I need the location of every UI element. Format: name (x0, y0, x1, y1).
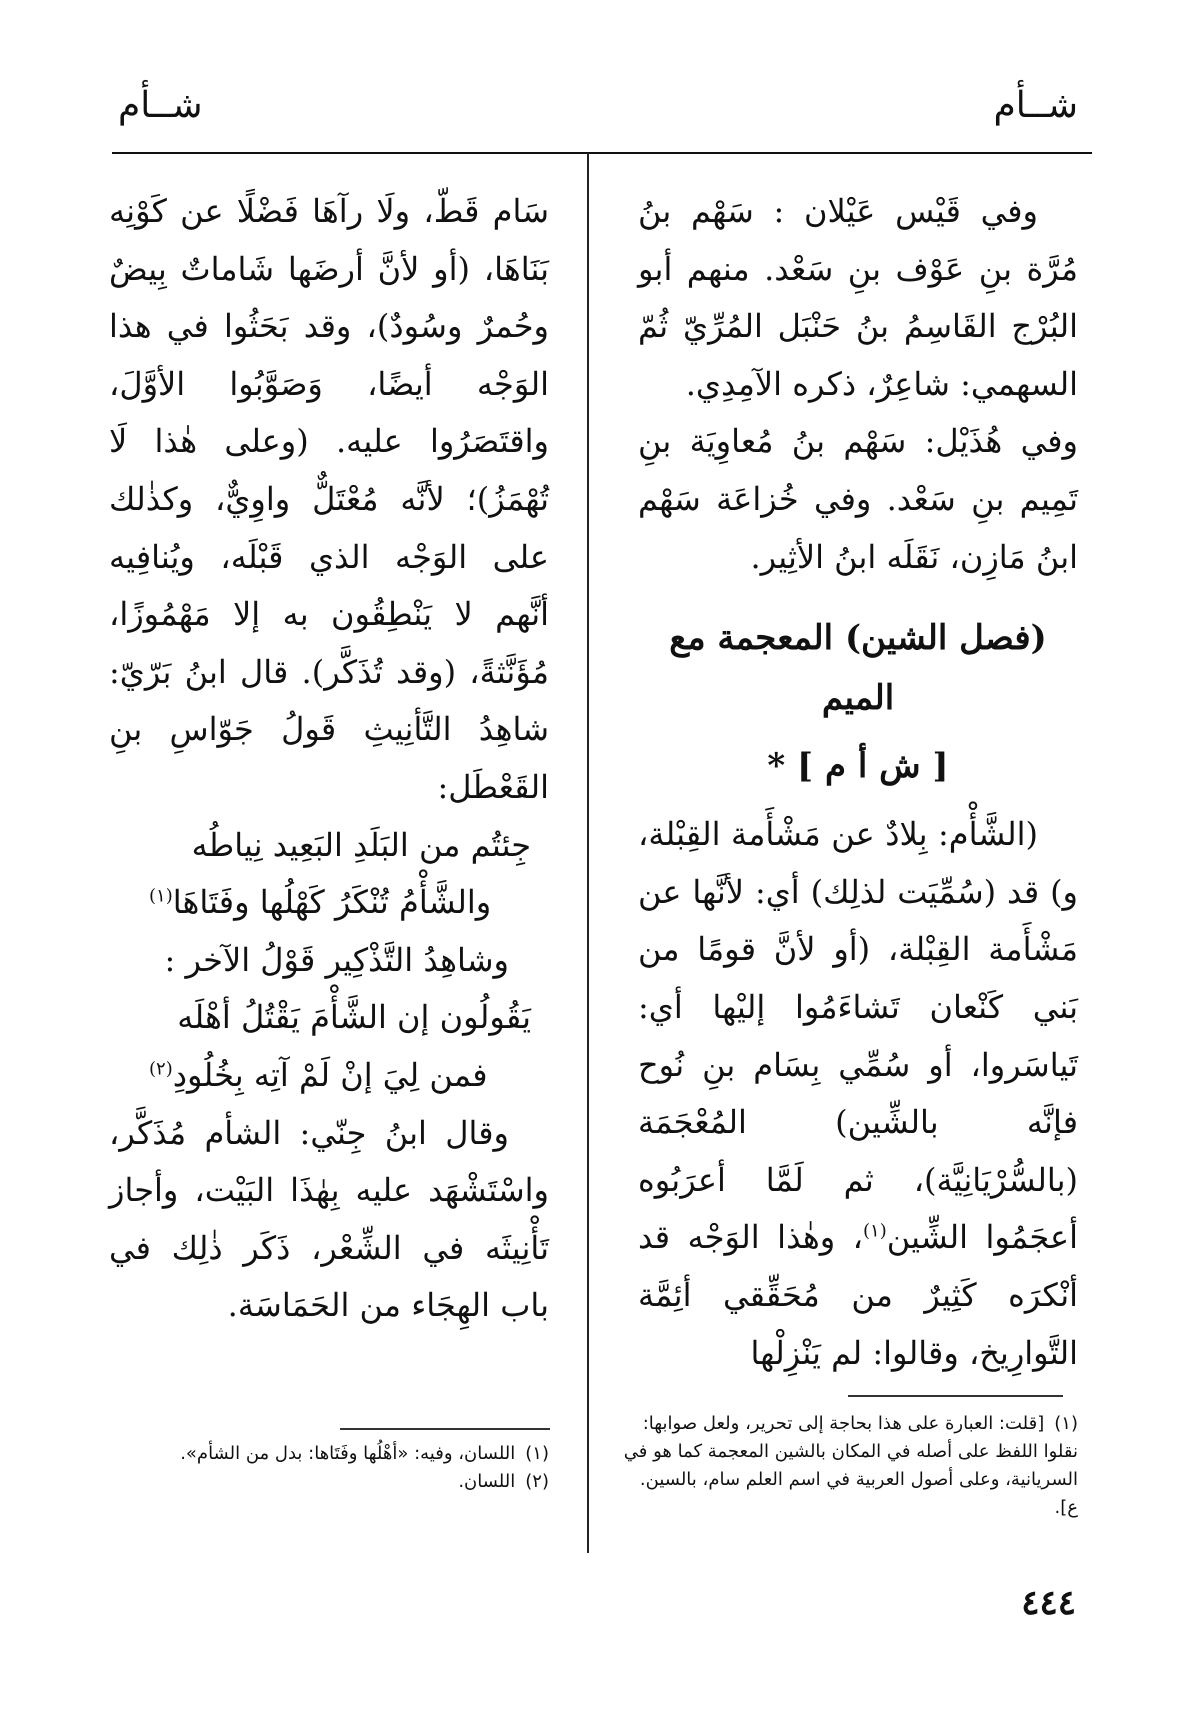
footnote (109, 1468, 549, 1496)
entry-paragraph-masculine-witness: وشاهِدُ التَّذْكِير قَوْلُ الآخر : (164, 940, 509, 979)
entry-paragraph-qays: وفي قَيْس عَيْلان : سَهْم بنُ مُرَّة بنِ عَوْف بنِ سَعْد. منهم أبو البُرْج القَاسِمُ بنُ حَنْبَل المُرِّيّ ثُمّ السهمي: شاعِرٌ، ذكره الآمِدِي. (638, 192, 1078, 403)
entry-paragraph-sham (638, 806, 1078, 1382)
footnote-rule-right (848, 1395, 1063, 1397)
running-head-left: شــأم (118, 85, 203, 126)
footnote-text: [قلت: العبارة على هذا بحاجة إلى تحرير، ولعل صوابها: نقلوا اللفظ على أصله في المكان بالشين المعجمة كما هو في السريانية، وعلى أصول العربية في اسم العلم سام، بالسين. ع]. (623, 1413, 1078, 1518)
section-heading: (فصل الشين) المعجمة مع الميم (669, 618, 1047, 719)
root-heading: [ ش أ م ] * (767, 746, 949, 787)
verse-text: فمن لِيَ إنْ لَمْ آتِه بِخُلُودِ (172, 1055, 488, 1094)
entry-paragraph-continued: سَام قَطّ، ولَا رآهَا فَضْلًا عن كَوْنِه بَنَاهَا، (أو لأنَّ أرضَها شَاماتٌ بِيضٌ وحُمرٌ وسُودٌ)، وقد بَحَثُوا في هذا الوَجْه أيضًا، وَصَوَّبُوا الأوَّلَ، واقتَصَرُوا عليه. (وعلى هٰذا لَا تُهْمَزُ)؛ لأنَّه مُعْتَلٌّ واوِيٌّ، وكذٰلك على الوَجْه الذي قَبْلَه، ويُنافِيه أنَّهم لا يَنْطِقُون به إلا مَهْمُوزًا، مُؤَنَّثةً، (وقد تُذَكَّر). قال ابنُ بَرّيّ: شاهِدُ التَّأنِيثِ قَولُ جَوّاسِ بنِ القَعْطَل: (109, 192, 549, 806)
verse-line: يَقُولُون إن الشَّأْمَ يَقْتُلُ أهْلَه (177, 998, 531, 1037)
page-number: ٤٤٤ (1021, 1583, 1076, 1623)
entry-paragraph-hudhayl: وفي هُذَيْل: سَهْم بنُ مُعاوِيَة بنِ تَمِيم بنِ سَعْد. وفي خُزاعَة سَهْم ابنُ مَازِن، نَقَلَه ابنُ الأثِير. (638, 422, 1078, 576)
left-column (109, 183, 549, 1335)
footnotes-right (618, 1410, 1078, 1522)
footnote-text: اللسان، وفيه: «أهْلُها وفَتَاها: بدل من الشأم». (180, 1443, 516, 1464)
footnote-number: (١) (525, 1443, 549, 1464)
verse-text: والشَّأْمُ تُنْكَرُ كَهْلُها وفَتَاهَا (172, 883, 492, 922)
footnote-rule-left (340, 1428, 550, 1430)
footnote (618, 1410, 1078, 1522)
entry-text: (الشَّأْم: بِلادٌ عن مَشْأَمة القِبْلة، و) قد (سُمِّيَت لذلِك) أي: لأنَّها عن مَشْأَمة القِبْلة، (أو لأنَّ قومًا من بَني كَنْعان تَشاءَمُوا إليْها أي: تَياسَروا، أو سُمِّي بِسَام بنِ نُوح فإنَّه بالشِّين) المُعْجَمَة (بالسُّرْيَانِيَّة)، ثم لَمَّا أعرَبُوه أعجَمُوا الشِّين (638, 815, 1079, 1257)
footnote-marker: (٢) (149, 1058, 173, 1080)
verse-line: جِئتُم من البَلَدِ البَعِيد نِياطُه (191, 825, 531, 864)
footnote-number: (١) (1054, 1413, 1078, 1434)
footnote-text: اللسان. (458, 1471, 516, 1492)
entry-text-continued: ، وهٰذا الوَجْه قد أنْكرَه كَثِيرٌ من مُحَقِّقي أئِمَّة التَّوارِيخ، وقالوا: لم يَنْزِلْها (638, 1218, 1078, 1372)
running-head-right: شــأم (993, 85, 1078, 126)
header-rule (112, 152, 1092, 154)
column-divider (587, 153, 589, 1553)
footnote-number: (٢) (525, 1471, 549, 1492)
verse-line (109, 1047, 549, 1105)
verse-line (109, 874, 549, 932)
footnotes-left (109, 1440, 549, 1496)
footnote (109, 1440, 549, 1468)
right-column (638, 183, 1078, 1382)
footnote-marker: (١) (863, 1220, 887, 1242)
footnote-marker: (١) (149, 885, 173, 907)
entry-paragraph-ibn-jinni: وقال ابنُ جِنّي: الشأم مُذَكَّر، واسْتَشْهَد عليه بِهٰذَا البَيْت، وأجاز تَأْنِيثَه في الشِّعْر، ذَكَر ذٰلِك في باب الهِجَاء من الحَمَاسَة. (109, 1113, 549, 1325)
